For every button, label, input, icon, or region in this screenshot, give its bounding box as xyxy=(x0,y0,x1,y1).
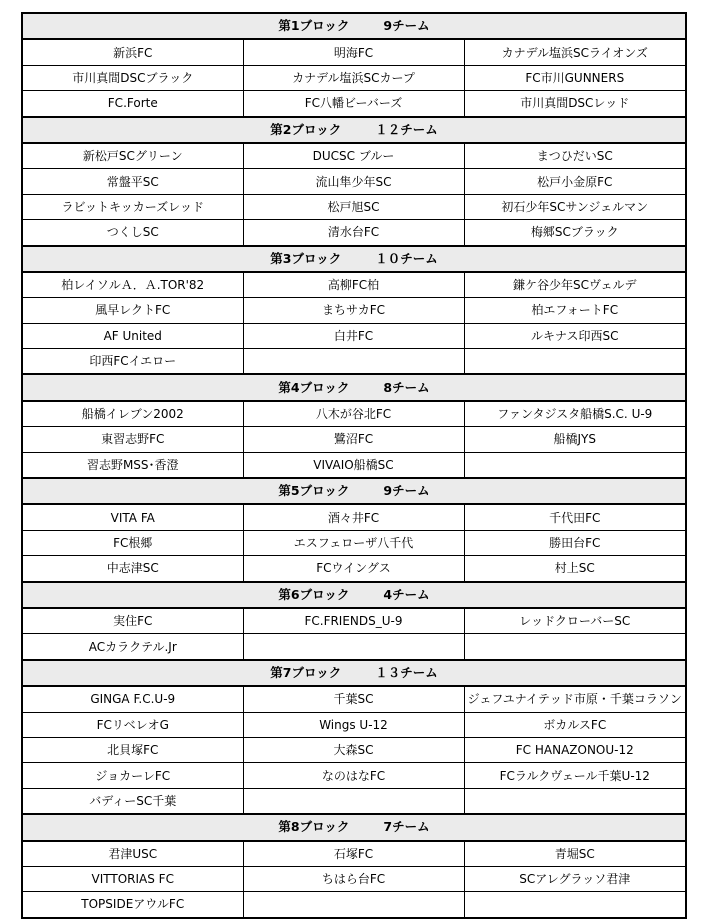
team-cell: 高柳FC柏 xyxy=(243,272,464,298)
team-cell: ちはら台FC xyxy=(243,866,464,891)
team-cell: FCリベレオG xyxy=(22,712,243,737)
team-cell: 市川真間DSCレッド xyxy=(464,91,686,117)
team-cell: 柏レイソルＡ．Ａ.TOR'82 xyxy=(22,272,243,298)
team-cell: 初石少年SCサンジェルマン xyxy=(464,194,686,219)
block-header xyxy=(22,582,686,608)
table-row xyxy=(22,323,686,348)
table-row xyxy=(22,298,686,323)
team-cell xyxy=(464,634,686,660)
block-team-count: １３チーム xyxy=(375,664,438,680)
team-cell xyxy=(243,634,464,660)
team-cell: VIVAIO船橋SC xyxy=(243,452,464,478)
block-header xyxy=(22,478,686,504)
team-cell: エスフェローザ八千代 xyxy=(243,530,464,555)
block-header xyxy=(22,660,686,686)
team-cell: ファンタジスタ船橋S.C. U-9 xyxy=(464,401,686,427)
team-cell: レッドクローバーSC xyxy=(464,608,686,634)
team-cell: 石塚FC xyxy=(243,841,464,867)
team-cell: 青堀SC xyxy=(464,841,686,867)
block-header xyxy=(22,246,686,272)
team-cell: ジェフユナイテッド市原・千葉コラソン xyxy=(464,686,686,712)
team-cell: 新浜FC xyxy=(22,39,243,65)
block-team-count: 8チーム xyxy=(383,379,430,395)
block-header xyxy=(22,13,686,39)
block-team-count: １２チーム xyxy=(375,121,438,137)
table-row xyxy=(22,556,686,582)
team-cell: SCアレグラッソ君津 xyxy=(464,866,686,891)
block-header-row xyxy=(22,246,686,272)
block-header xyxy=(22,374,686,400)
team-cell: FC.Forte xyxy=(22,91,243,117)
block-name: 第1ブロック xyxy=(278,18,350,34)
block-header xyxy=(22,117,686,143)
block-name: 第4ブロック xyxy=(278,379,350,395)
team-cell: ジョカーレFC xyxy=(22,763,243,788)
team-cell: 習志野MSS･香澄 xyxy=(22,452,243,478)
team-cell: 清水台FC xyxy=(243,220,464,246)
team-cell: 鎌ケ谷少年SCヴェルデ xyxy=(464,272,686,298)
team-cell: 柏エフォートFC xyxy=(464,298,686,323)
team-cell: ルキナス印西SC xyxy=(464,323,686,348)
block-team-count: 4チーム xyxy=(383,586,430,602)
table-row xyxy=(22,272,686,298)
table-row xyxy=(22,866,686,891)
block-header xyxy=(22,814,686,840)
team-cell: 千代田FC xyxy=(464,504,686,530)
team-cell: 実住FC xyxy=(22,608,243,634)
team-cell: GINGA F.C.U-9 xyxy=(22,686,243,712)
team-cell: 市川真間DSCブラック xyxy=(22,65,243,90)
team-cell: FC根郷 xyxy=(22,530,243,555)
block-header-row xyxy=(22,478,686,504)
team-cell: 鷺沼FC xyxy=(243,427,464,452)
team-cell: DUCSC ブルー xyxy=(243,143,464,169)
block-header-row xyxy=(22,374,686,400)
table-row xyxy=(22,427,686,452)
team-cell: Wings U-12 xyxy=(243,712,464,737)
team-cell xyxy=(464,452,686,478)
table-row xyxy=(22,737,686,762)
block-name: 第2ブロック xyxy=(270,121,342,137)
table-row xyxy=(22,91,686,117)
block-header-row xyxy=(22,660,686,686)
table-row xyxy=(22,504,686,530)
team-block-table xyxy=(21,12,687,919)
table-row xyxy=(22,169,686,194)
table-row xyxy=(22,608,686,634)
block-name: 第6ブロック xyxy=(278,586,350,602)
block-team-count: １０チーム xyxy=(375,250,438,266)
team-cell: 君津USC xyxy=(22,841,243,867)
table-row xyxy=(22,763,686,788)
table-row xyxy=(22,194,686,219)
team-cell: 船橋JYS xyxy=(464,427,686,452)
block-name: 第8ブロック xyxy=(278,819,350,835)
table-row xyxy=(22,686,686,712)
team-cell: 常盤平SC xyxy=(22,169,243,194)
table-row xyxy=(22,65,686,90)
team-cell: 大森SC xyxy=(243,737,464,762)
block-name: 第7ブロック xyxy=(270,664,342,680)
team-cell: VITTORIAS FC xyxy=(22,866,243,891)
team-cell xyxy=(243,892,464,918)
team-cell: 東習志野FC xyxy=(22,427,243,452)
team-cell: FCラルクヴェール千葉U-12 xyxy=(464,763,686,788)
team-cell: 酒々井FC xyxy=(243,504,464,530)
block-header-row xyxy=(22,117,686,143)
team-cell: 松戸小金原FC xyxy=(464,169,686,194)
team-cell: 中志津SC xyxy=(22,556,243,582)
team-cell: FC HANAZONOU-12 xyxy=(464,737,686,762)
table-row xyxy=(22,530,686,555)
team-cell: 明海FC xyxy=(243,39,464,65)
block-team-count: 9チーム xyxy=(383,483,430,499)
table-row xyxy=(22,712,686,737)
team-cell: AF United xyxy=(22,323,243,348)
table-row xyxy=(22,841,686,867)
team-cell: 松戸旭SC xyxy=(243,194,464,219)
team-cell: 北貝塚FC xyxy=(22,737,243,762)
table-row xyxy=(22,143,686,169)
team-cell: 梅郷SCブラック xyxy=(464,220,686,246)
team-cell: FC.FRIENDS_U-9 xyxy=(243,608,464,634)
team-cell: FCウイングス xyxy=(243,556,464,582)
team-cell: つくしSC xyxy=(22,220,243,246)
team-cell: 印西FCイエロー xyxy=(22,349,243,375)
team-cell xyxy=(243,349,464,375)
team-cell: 風早レクトFC xyxy=(22,298,243,323)
team-cell xyxy=(243,788,464,814)
team-cell: ACカラクテル.Jr xyxy=(22,634,243,660)
team-cell: 勝田台FC xyxy=(464,530,686,555)
table-row xyxy=(22,401,686,427)
block-team-count: 7チーム xyxy=(383,819,430,835)
team-cell: 村上SC xyxy=(464,556,686,582)
team-cell: VITA FA xyxy=(22,504,243,530)
block-name: 第3ブロック xyxy=(270,250,342,266)
team-cell: カナデル塩浜SCカープ xyxy=(243,65,464,90)
team-cell: バディーSC千葉 xyxy=(22,788,243,814)
team-cell: カナデル塩浜SCライオンズ xyxy=(464,39,686,65)
team-cell xyxy=(464,788,686,814)
team-cell: ラビットキッカーズレッド xyxy=(22,194,243,219)
block-header-row xyxy=(22,13,686,39)
team-cell: まつひだいSC xyxy=(464,143,686,169)
team-cell: ボカルスFC xyxy=(464,712,686,737)
team-cell: 千葉SC xyxy=(243,686,464,712)
team-cell xyxy=(464,349,686,375)
table-row xyxy=(22,39,686,65)
block-header-row xyxy=(22,582,686,608)
table-row xyxy=(22,634,686,660)
block-header-row xyxy=(22,814,686,840)
table-row xyxy=(22,349,686,375)
team-cell xyxy=(464,892,686,918)
team-cell: まちサカFC xyxy=(243,298,464,323)
team-cell: FC市川GUNNERS xyxy=(464,65,686,90)
team-cell: TOPSIDEアウルFC xyxy=(22,892,243,918)
table-row xyxy=(22,892,686,918)
team-cell: 白井FC xyxy=(243,323,464,348)
team-cell: 新松戸SCグリーン xyxy=(22,143,243,169)
team-cell: なのはなFC xyxy=(243,763,464,788)
block-team-count: 9チーム xyxy=(383,18,430,34)
table-row xyxy=(22,220,686,246)
team-cell: 八木が谷北FC xyxy=(243,401,464,427)
team-cell: FC八幡ビーバーズ xyxy=(243,91,464,117)
team-cell: 流山隼少年SC xyxy=(243,169,464,194)
table-row xyxy=(22,452,686,478)
team-cell: 船橋イレブン2002 xyxy=(22,401,243,427)
table-row xyxy=(22,788,686,814)
block-name: 第5ブロック xyxy=(278,483,350,499)
